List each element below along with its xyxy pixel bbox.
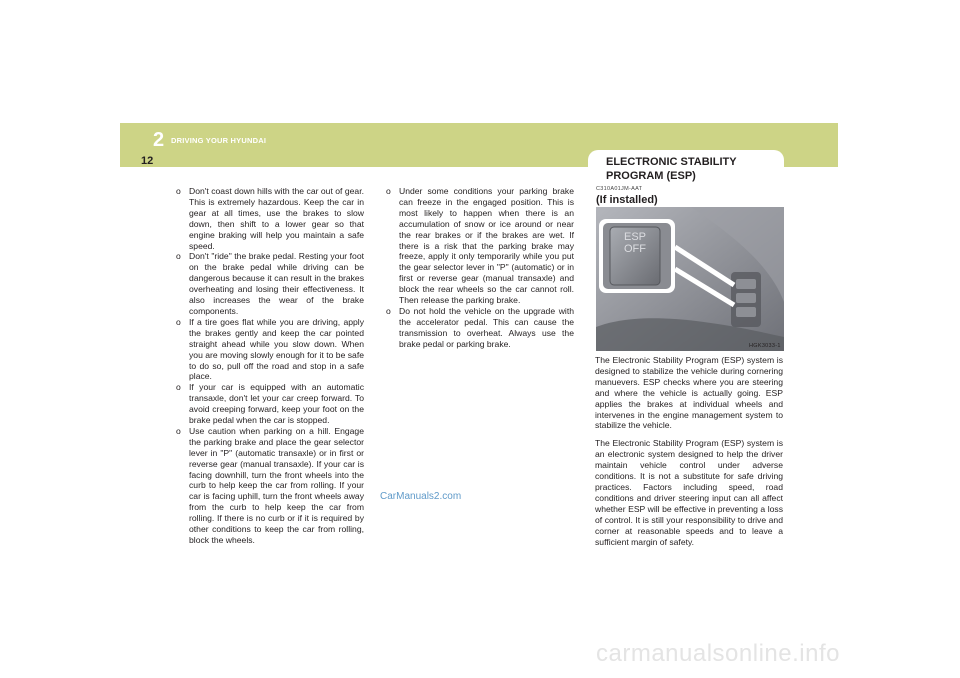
bullet: o [386,186,391,196]
esp-paragraph: The Electronic Stability Program (ESP) system is an electronic system designed to help the driver maintain vehicle control under adverse conditions. It is not a substitute for safe driving practices. Factors including speed, road conditions and driver steering input can all affect whether ESP will be effective in preventing a loss of control. It is still your responsibility to drive and corner at reasonable speeds and to leave a sufficient margin of safety. [595,438,783,547]
left-column [176,186,364,546]
middle-column [386,186,574,350]
bullet: o [386,305,391,316]
bullet: o [176,186,181,196]
list-item [176,426,364,546]
bullet: o [176,316,181,327]
image-code: HGK3033-1 [749,343,781,349]
bullet: o [176,251,181,262]
list-item-text: Don't "ride" the brake pedal. Resting your foot on the brake pedal while driving can be dangerous because it can result in the brakes overheating and losing their effectiveness. It also increases the wear of the brake components. [189,251,364,316]
watermark-link[interactable]: CarManuals2.com [380,491,462,502]
right-column [595,355,783,554]
list-item [176,186,364,251]
driving-tips-list [176,186,364,546]
section-title [606,155,776,183]
esp-button-label-top: ESP [623,231,647,243]
list-item [386,186,574,306]
section-title-line-1: ELECTRONIC STABILITY [606,156,737,168]
footer-watermark: carmanualsonline.info [596,640,840,667]
list-item-text: If your car is equipped with an automatic transaxle, don't let your car creep forward. To avoid creeping forward, keep your foot on the brake pedal when the car is stopped. [189,382,364,426]
list-item-text: If a tire goes flat while you are driving, apply the brakes gently and keep the car pointed straight ahead while you slow down. When you are moving slowly enough for it to be safe to do so, pull off the road and stop in a safe place. [189,316,364,382]
list-item [386,306,574,350]
page-number: 12 [141,155,154,167]
bullet: o [176,382,181,393]
esp-paragraph: The Electronic Stability Program (ESP) system is designed to stabilize the vehicle during cornering manuevers. ESP checks where you are steering and where the vehicle is actually going. ESP applies the brakes at individual wheels and intervenes in the engine management system to stabilize the vehicle. [595,355,783,431]
chapter-number: 2 [153,129,165,151]
list-item [176,251,364,316]
bullet: o [176,425,181,436]
esp-switch-photo [596,207,784,351]
esp-button-label-bottom: OFF [624,243,646,255]
list-item-text: Do not hold the vehicle on the upgrade with the accelerator pedal. This can cause the transmission to overheat. Always use the brake pedal or parking brake. [399,305,574,349]
chapter-title: DRIVING YOUR HYUNDAI [171,136,267,145]
section-subheading: (If installed) [596,194,658,206]
list-item-text: Don't coast down hills with the car out of gear. This is extremely hazardous. Keep the car in gear at all times, use the brakes to slow down, then shift to a lower gear so that engine braking will help you maintain a safe speed. [189,186,364,251]
list-item [176,382,364,426]
section-code: C310A01JM-AAT [596,186,643,192]
list-item [176,317,364,382]
list-item-text: Use caution when parking on a hill. Engage the parking brake and place the gear selector lever in "P" (automatic transaxle) or in first or reverse gear (manual transaxle). If your car is facing downhill, turn the front wheels into the curb to help keep the car from rolling. If your car is facing uphill, turn the front wheels away from the curb to help keep the car from rolling. If there is no curb or if it is required by other conditions to keep the car from rolling, block the wheels. [189,425,364,545]
esp-switch-illustration [596,207,784,351]
parking-tips-list [386,186,574,350]
section-title-line-2: PROGRAM (ESP) [606,170,696,182]
list-item-text: Under some conditions your parking brake can freeze in the engaged position. This is most likely to happen when there is an accumulation of snow or ice around or near the rear brakes or if the brakes are wet. If there is a risk that the parking brake may freeze, apply it only temporarily while you put the gear selector lever in "P" (automatic) or in first or reverse gear (manual transaxle) and block the rear wheels so the car cannot roll. Then release the parking brake. [399,186,574,306]
